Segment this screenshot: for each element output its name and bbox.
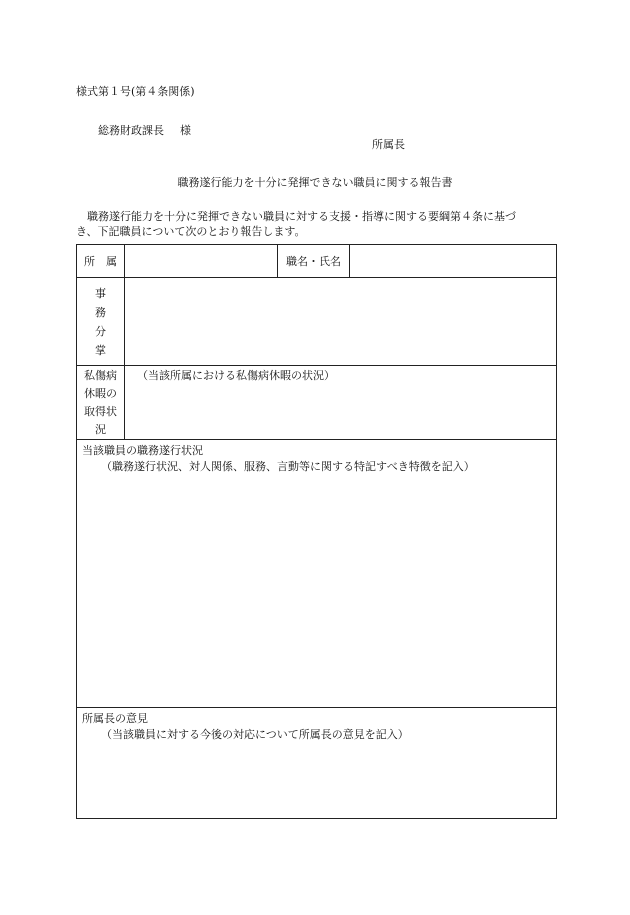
performance-field[interactable] <box>77 440 557 708</box>
opinion-title: 所属長の意見 <box>82 712 148 725</box>
position-name-label: 職名・氏名 <box>278 245 350 278</box>
duties-label-char: 務 <box>95 305 106 319</box>
sick-leave-label-line: 況 <box>95 423 106 436</box>
document-title: 職務遂行能力を十分に発揮できない職員に関する報告書 <box>177 176 453 189</box>
form-number: 様式第１号(第４条関係) <box>76 85 195 98</box>
sick-leave-row <box>77 366 557 440</box>
position-name-field[interactable] <box>350 245 557 278</box>
affiliation-row <box>77 245 557 278</box>
duties-label-char: 分 <box>95 324 106 338</box>
sick-leave-label-line: 取得状 <box>84 405 117 418</box>
affiliation-field[interactable] <box>125 245 278 278</box>
opinion-row <box>77 708 557 819</box>
sick-leave-note: （当該所属における私傷病休暇の状況） <box>137 369 335 382</box>
body-text <box>76 209 556 239</box>
duties-label-char: 掌 <box>95 343 106 357</box>
opinion-field[interactable] <box>77 708 557 819</box>
duties-row <box>77 278 557 366</box>
sick-leave-label-line: 私傷病 <box>84 369 117 382</box>
sick-leave-field[interactable] <box>125 366 557 440</box>
opinion-note: （当該職員に対する今後の対応について所属長の意見を記入） <box>101 728 409 741</box>
sick-leave-label-line: 休暇の <box>84 387 117 400</box>
body-text-line-1: 職務遂行能力を十分に発揮できない職員に対する支援・指導に関する要綱第４条に基づ <box>87 210 516 223</box>
report-table <box>76 244 557 819</box>
addressee-name: 総務財政課長 <box>98 124 164 137</box>
addressee-honorific: 様 <box>180 124 191 137</box>
duties-label <box>77 278 125 366</box>
performance-title: 当該職員の職務遂行状況 <box>82 444 203 457</box>
performance-note: （職務遂行状況、対人関係、服務、言動等に関する特記すべき特徴を記入） <box>101 460 475 473</box>
sender: 所属長 <box>372 138 405 151</box>
body-text-line-2: き、下記職員について次のとおり報告します。 <box>76 225 306 238</box>
affiliation-label: 所 属 <box>77 245 125 278</box>
duties-label-char: 事 <box>95 286 106 300</box>
duties-field[interactable] <box>125 278 557 366</box>
addressee-line <box>98 124 191 138</box>
sick-leave-label <box>77 366 125 440</box>
performance-row <box>77 440 557 708</box>
